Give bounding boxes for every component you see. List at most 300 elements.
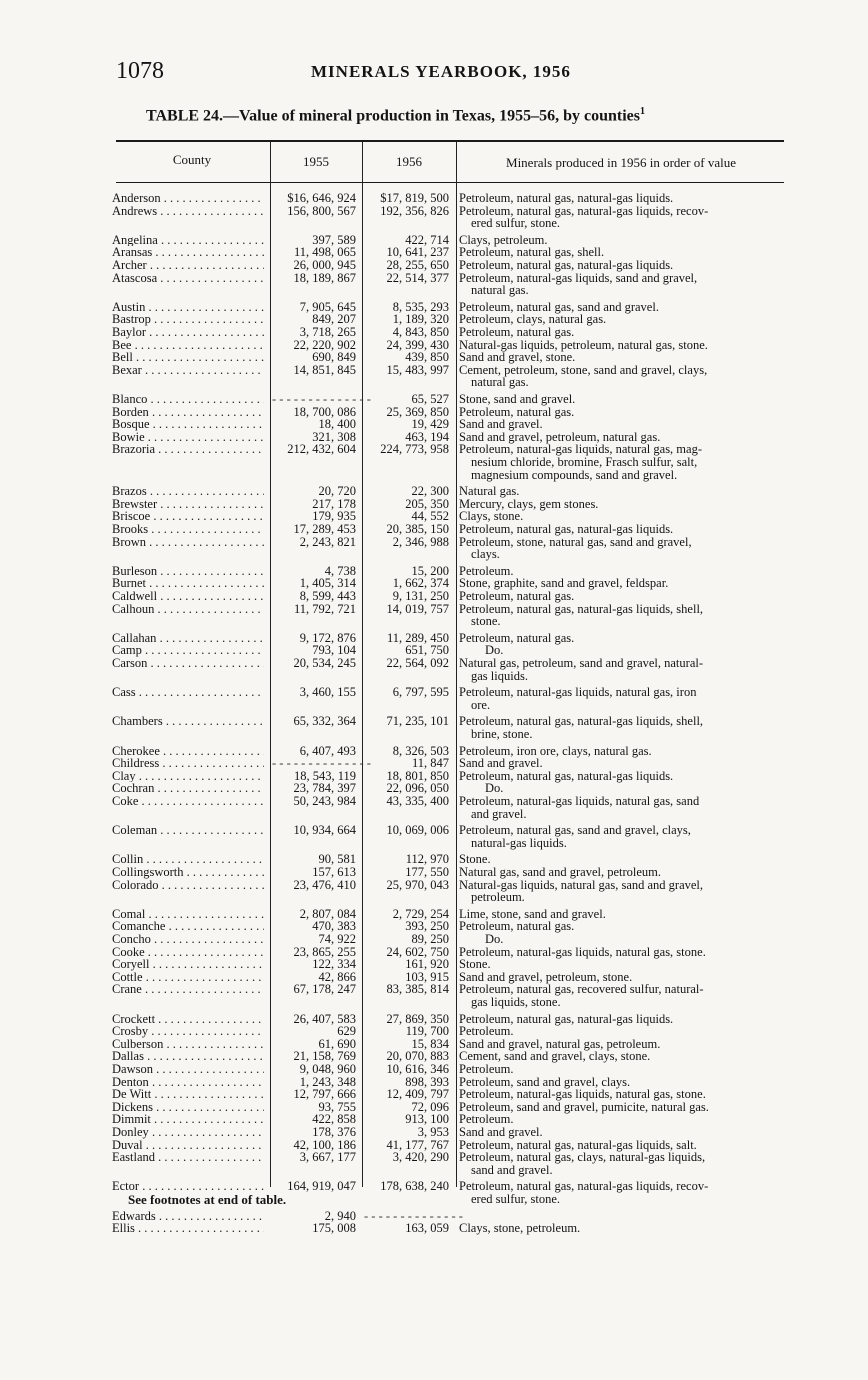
minerals-line: Petroleum, natural gas, natural-gas liquids. (459, 191, 674, 205)
county-name: Crane . . . (112, 983, 264, 996)
county-name: Bee . . . (112, 339, 264, 352)
minerals-continuation-line: ered sulfur, stone. (471, 216, 561, 231)
minerals-line: Petroleum, natural gas. (459, 325, 575, 339)
county-name: Bexar . . . (112, 364, 264, 377)
minerals-produced (459, 632, 787, 645)
value-1955: - - - - - - - - - - - - - - (272, 392, 371, 406)
header-minerals: Minerals produced in 1956 in order of value (506, 155, 736, 170)
minerals-line: Petroleum, natural gas. (459, 630, 575, 645)
minerals-produced (459, 715, 787, 740)
table-row (0, 795, 868, 820)
minerals-produced (459, 205, 787, 230)
header-bottom-rule (116, 182, 784, 183)
minerals-continuation-line: brine, stone. (471, 726, 533, 741)
county-name: Edwards . . . (112, 1210, 264, 1223)
value-1955: 11, 498, 065 (293, 245, 356, 260)
county-name: Dickens . . . (112, 1101, 264, 1114)
county-name: Eastland . . . (112, 1151, 264, 1164)
value-1956: 3, 420, 290 (392, 1150, 449, 1165)
minerals-produced (459, 657, 787, 682)
table-row (0, 1151, 868, 1176)
minerals-produced (459, 590, 787, 603)
county-name: Bowie . . . (112, 431, 264, 444)
value-1955: 9, 172, 876 (299, 630, 356, 645)
minerals-line: Mercury, clays, gem stones. (459, 496, 599, 511)
county-name: Coke . . . (112, 795, 264, 808)
minerals-line: Petroleum, natural gas, clays, natural-gas liquids, (459, 1150, 706, 1165)
minerals-produced (459, 393, 787, 406)
value-1955: 14, 851, 845 (293, 362, 356, 377)
minerals-continuation-line: ered sulfur, stone. (471, 1191, 561, 1206)
value-1955: 793, 104 (312, 643, 356, 658)
value-1955: 7, 905, 645 (299, 299, 356, 314)
county-name: Dawson . . . (112, 1063, 264, 1076)
county-name: Callahan . . . (112, 632, 264, 645)
value-1955: 164, 919, 047 (287, 1179, 356, 1194)
county-name: Cooke . . . (112, 946, 264, 959)
value-1956: 651, 750 (405, 643, 449, 658)
minerals-line: Sand and gravel, natural gas, petroleum. (459, 1036, 661, 1051)
minerals-line: Petroleum, natural gas, sand and gravel, clays, (459, 823, 691, 838)
value-1955: 1, 243, 348 (299, 1074, 356, 1089)
minerals-line: Petroleum, natural gas. (459, 404, 575, 419)
value-1955: 212, 432, 604 (287, 442, 356, 457)
value-1956: 177, 550 (405, 865, 449, 879)
value-1955: 2, 940 (324, 1208, 356, 1223)
value-1955: 3, 718, 265 (299, 325, 356, 339)
minerals-continuation-line: gas liquids, stone. (471, 994, 561, 1009)
value-1955: 18, 543, 119 (293, 768, 356, 783)
minerals-produced (459, 326, 787, 339)
value-1955: 6, 407, 493 (299, 743, 356, 758)
county-name: Archer . . . (112, 259, 264, 272)
table-row (0, 1126, 868, 1139)
county-name: Ellis . . . (112, 1222, 264, 1235)
value-1956: 439, 850 (405, 350, 449, 365)
value-1955: 17, 289, 453 (293, 522, 356, 536)
minerals-line: Petroleum, stone, natural gas, sand and gravel, (459, 534, 692, 549)
value-1956: 12, 409, 797 (386, 1087, 449, 1102)
value-1956: 112, 970 (405, 852, 449, 867)
minerals-continuation-line: natural gas. (471, 375, 529, 390)
county-name: Baylor . . . (112, 326, 264, 339)
table-row (0, 326, 868, 339)
table-row (0, 590, 868, 603)
minerals-line: Petroleum, sand and gravel, pumicite, natural gas. (459, 1099, 709, 1114)
value-1956: 11, 289, 450 (386, 630, 449, 645)
minerals-produced (459, 920, 787, 933)
minerals-line: Petroleum, natural gas, sand and gravel. (459, 299, 659, 314)
county-name: Childress . . . (112, 757, 264, 770)
county-name: Ector . . . (112, 1180, 264, 1193)
county-name: Comal . . . (112, 908, 264, 921)
minerals-produced (459, 603, 787, 628)
table-row (0, 1025, 868, 1038)
minerals-line: Stone. (459, 957, 491, 972)
value-1955: 65, 332, 364 (293, 714, 356, 729)
minerals-line: Clays, stone. (459, 509, 524, 524)
county-name: Brown . . . (112, 536, 264, 549)
county-name: Burleson . . . (112, 565, 264, 578)
table-row (0, 715, 868, 740)
value-1956: 8, 535, 293 (392, 299, 449, 314)
minerals-line: Sand and gravel. (459, 756, 543, 771)
county-name: Angelina . . . (112, 234, 264, 247)
value-1956: 192, 356, 826 (380, 203, 449, 218)
value-1956: 20, 385, 150 (386, 522, 449, 536)
minerals-line: Cement, petroleum, stone, sand and gravel, clays, (459, 362, 708, 377)
table-row (0, 393, 868, 406)
table-row (0, 418, 868, 431)
county-name: Aransas . . . (112, 246, 264, 259)
value-1955: 11, 792, 721 (293, 601, 356, 616)
county-name: Brazoria . . . (112, 443, 264, 456)
table-row (0, 686, 868, 711)
value-1955: 93, 755 (318, 1099, 356, 1114)
value-1955: 2, 243, 821 (299, 534, 356, 549)
table-title (146, 106, 645, 125)
value-1955: 22, 220, 902 (293, 337, 356, 352)
value-1955: $16, 646, 924 (287, 191, 356, 205)
value-1956: 28, 255, 650 (386, 258, 449, 272)
value-1955: 179, 935 (312, 509, 356, 524)
table-row (0, 958, 868, 971)
running-head: MINERALS YEARBOOK, 1956 (311, 62, 571, 81)
minerals-produced (459, 523, 787, 536)
minerals-line: Natural gas, petroleum, sand and gravel, natural- (459, 656, 704, 670)
table-title-text: TABLE 24.—Value of mineral production in Texas, 1955–56, by counties (146, 107, 640, 125)
value-1956: 913, 100 (405, 1112, 449, 1127)
value-1956: 71, 235, 101 (386, 714, 449, 729)
value-1956: 18, 801, 850 (386, 768, 449, 783)
table-top-rule (116, 140, 784, 142)
header-county: County (172, 152, 212, 167)
table-row (0, 259, 868, 272)
county-name: Cochran . . . (112, 782, 264, 795)
table-row (0, 657, 868, 682)
county-name: Atascosa . . . (112, 272, 264, 285)
minerals-produced (459, 1126, 787, 1139)
minerals-line: Sand and gravel, petroleum, natural gas. (459, 429, 661, 444)
minerals-line: Petroleum, natural gas. (459, 919, 575, 934)
value-1955: 8, 599, 443 (299, 589, 356, 603)
minerals-continuation-line: ore. (471, 697, 491, 712)
minerals-line: Petroleum, natural gas, recovered sulfur, natural- (459, 982, 704, 997)
county-name: Bastrop . . . (112, 313, 264, 326)
value-1955: 23, 865, 255 (293, 944, 356, 959)
minerals-line: Natural-gas liquids, petroleum, natural gas, stone. (459, 337, 708, 352)
value-1955: 23, 784, 397 (293, 781, 356, 796)
value-1956: 2, 729, 254 (392, 906, 449, 921)
minerals-line: Petroleum, natural gas, natural-gas liquids. (459, 1011, 674, 1026)
value-1956: 25, 369, 850 (386, 404, 449, 419)
minerals-produced (459, 192, 787, 205)
value-1955: 9, 048, 960 (299, 1062, 356, 1076)
county-name: Brooks . . . (112, 523, 264, 536)
value-1956: 119, 700 (405, 1024, 449, 1039)
header-1955: 1955 (303, 154, 329, 169)
value-1956: 22, 564, 092 (386, 656, 449, 670)
value-1956: 41, 177, 767 (386, 1137, 449, 1152)
table-row (0, 1222, 868, 1235)
county-name: Crosby . . . (112, 1025, 264, 1038)
minerals-line: Stone, sand and gravel. (459, 392, 576, 406)
value-1955: 122, 334 (312, 957, 356, 972)
table-row (0, 536, 868, 561)
value-1956: 15, 483, 997 (386, 362, 449, 377)
value-1955: 422, 858 (312, 1112, 356, 1127)
table-row (0, 523, 868, 536)
value-1956: 422, 714 (405, 232, 449, 247)
minerals-line: Sand and gravel, petroleum, stone. (459, 969, 633, 984)
minerals-line: Sand and gravel. (459, 1125, 543, 1139)
county-name: Colorado . . . (112, 879, 264, 892)
value-1955: 74, 922 (318, 932, 356, 946)
value-1956: 24, 602, 750 (386, 944, 449, 959)
county-name: Blanco . . . (112, 393, 264, 406)
table-row (0, 879, 868, 904)
table-row (0, 933, 868, 946)
value-1955: 157, 613 (312, 865, 356, 879)
county-name: Brazos . . . (112, 485, 264, 498)
page-number: 1078 (116, 58, 164, 84)
footnote-reference: See footnotes at end of table. (128, 1192, 287, 1207)
table-row (0, 485, 868, 498)
value-1956: 3, 953 (417, 1125, 449, 1139)
minerals-produced (459, 443, 787, 481)
value-1955: 156, 800, 567 (287, 203, 356, 218)
value-1955: 321, 308 (312, 429, 356, 444)
minerals-continuation-line: magnesium compounds, sand and gravel. (471, 467, 678, 482)
value-1956: 1, 189, 320 (392, 312, 449, 327)
minerals-produced (459, 485, 787, 498)
minerals-produced (459, 364, 787, 389)
minerals-line: Petroleum, natural-gas liquids, natural gas, mag- (459, 442, 702, 457)
value-1956: 43, 335, 400 (386, 794, 449, 808)
value-1956: 15, 200 (411, 563, 449, 578)
county-name: Brewster . . . (112, 498, 264, 511)
minerals-continuation-line: and gravel. (471, 806, 527, 821)
table-row (0, 1088, 868, 1101)
county-name: Cottle . . . (112, 971, 264, 984)
minerals-line: Natural gas. (459, 484, 520, 499)
minerals-produced (459, 1025, 787, 1038)
value-1955: 12, 797, 666 (293, 1087, 356, 1102)
minerals-produced (459, 1063, 787, 1076)
minerals-produced (459, 1088, 787, 1101)
header-1956: 1956 (396, 154, 422, 169)
value-1956: 22, 300 (411, 484, 449, 499)
value-1956: 19, 429 (411, 417, 449, 432)
minerals-line: Natural gas, sand and gravel, petroleum. (459, 865, 662, 879)
minerals-continuation-line: natural-gas liquids. (471, 835, 567, 850)
minerals-produced (459, 272, 787, 297)
minerals-line: Sand and gravel, stone. (459, 350, 576, 365)
value-1955: 849, 207 (312, 312, 356, 327)
minerals-continuation-line: sand and gravel. (471, 1162, 553, 1177)
minerals-line: Petroleum, clays, natural gas. (459, 312, 607, 327)
county-name: Briscoe . . . (112, 510, 264, 523)
minerals-line: Petroleum, natural-gas liquids, sand and gravel, (459, 270, 698, 285)
value-1956: 83, 385, 814 (386, 982, 449, 997)
county-name: Bell . . . (112, 351, 264, 364)
minerals-line: Do. (485, 781, 504, 796)
value-1956: 161, 920 (405, 957, 449, 972)
value-1956: 11, 847 (411, 756, 449, 771)
value-1955: 1, 405, 314 (299, 576, 356, 591)
minerals-line: Stone. (459, 852, 491, 867)
value-1956: 178, 638, 240 (380, 1179, 449, 1194)
table-row (0, 192, 868, 205)
value-1956: 22, 096, 050 (386, 781, 449, 796)
minerals-line: Clays, stone, petroleum. (459, 1221, 581, 1236)
minerals-continuation-line: gas liquids. (471, 668, 528, 683)
minerals-continuation-line: stone. (471, 614, 501, 629)
minerals-produced (459, 259, 787, 272)
county-name: Denton . . . (112, 1076, 264, 1089)
minerals-line: Petroleum. (459, 1024, 514, 1039)
value-1955: 690, 849 (312, 350, 356, 365)
county-name: Culberson . . . (112, 1038, 264, 1051)
value-1956: 205, 350 (405, 496, 449, 511)
minerals-line: Do. (485, 932, 504, 946)
county-name: Collingsworth . . . (112, 866, 264, 879)
minerals-line: Petroleum, natural-gas liquids, natural gas, stone. (459, 944, 706, 959)
county-name: Anderson . . . (112, 192, 264, 205)
value-1956: 463, 194 (405, 429, 449, 444)
value-1956: 10, 616, 346 (386, 1062, 449, 1076)
minerals-produced (459, 418, 787, 431)
county-name: De Witt . . . (112, 1088, 264, 1101)
minerals-continuation-line: petroleum. (471, 890, 525, 905)
minerals-produced (459, 1151, 787, 1176)
minerals-line: Petroleum, natural-gas liquids, natural gas, sand (459, 794, 700, 808)
minerals-line: Petroleum. (459, 563, 514, 578)
value-1956: 89, 250 (411, 932, 449, 946)
value-1955: 3, 667, 177 (299, 1150, 356, 1165)
minerals-produced (459, 770, 787, 783)
minerals-produced (459, 536, 787, 561)
value-1955: 67, 178, 247 (293, 982, 356, 997)
value-1955: 178, 376 (312, 1125, 356, 1139)
county-name: Clay . . . (112, 770, 264, 783)
county-name: Andrews . . . (112, 205, 264, 218)
county-name: Coleman . . . (112, 824, 264, 837)
minerals-produced (459, 351, 787, 364)
minerals-line: Petroleum, natural-gas liquids, natural gas, stone. (459, 1087, 706, 1102)
minerals-line: Petroleum, natural gas, natural-gas liquids, salt. (459, 1137, 697, 1152)
value-1955: - - - - - - - - - - - - - - (272, 756, 371, 771)
value-1956: 163, 059 (405, 1221, 449, 1236)
minerals-line: Petroleum, natural gas, natural-gas liquids, recov- (459, 203, 709, 218)
minerals-produced (459, 946, 787, 959)
minerals-continuation-line: nesium chloride, bromine, Frasch sulfur, salt, (471, 454, 698, 469)
county-name: Dimmit . . . (112, 1113, 264, 1126)
value-1955: 90, 581 (318, 852, 356, 867)
value-1956: 44, 552 (411, 509, 449, 524)
minerals-produced (459, 795, 787, 820)
value-1956: 20, 070, 883 (386, 1049, 449, 1064)
county-name: Collin . . . (112, 853, 264, 866)
minerals-continuation-line: natural gas. (471, 283, 529, 298)
value-1956: 10, 641, 237 (386, 245, 449, 260)
county-name: Coryell . . . (112, 958, 264, 971)
minerals-line: Petroleum, natural-gas liquids, natural gas, iron (459, 685, 697, 700)
minerals-line: Stone, graphite, sand and gravel, feldspar. (459, 576, 669, 591)
value-1956: 898, 393 (405, 1074, 449, 1089)
minerals-produced (459, 686, 787, 711)
minerals-line: Petroleum. (459, 1062, 514, 1076)
value-1955: 629 (337, 1024, 356, 1039)
value-1956: 224, 773, 958 (380, 442, 449, 457)
value-1955: 217, 178 (312, 496, 356, 511)
table-row (0, 603, 868, 628)
county-name: Burnet . . . (112, 577, 264, 590)
value-1955: 18, 400 (318, 417, 356, 432)
minerals-line: Petroleum, natural gas, natural-gas liquids. (459, 258, 674, 272)
table-row (0, 866, 868, 879)
county-name: Cass . . . (112, 686, 264, 699)
county-name: Calhoun . . . (112, 603, 264, 616)
value-1955: 18, 700, 086 (293, 404, 356, 419)
county-name: Cherokee . . . (112, 745, 264, 758)
minerals-line: Petroleum, iron ore, clays, natural gas. (459, 743, 652, 758)
minerals-line: Sand and gravel. (459, 417, 543, 432)
table-row (0, 272, 868, 297)
minerals-produced (459, 866, 787, 879)
value-1956: 8, 326, 503 (392, 743, 449, 758)
value-1956: 2, 346, 988 (392, 534, 449, 549)
minerals-line: Do. (485, 643, 504, 658)
minerals-produced (459, 958, 787, 971)
value-1956: 25, 970, 043 (386, 877, 449, 892)
table-row (0, 983, 868, 1008)
county-name: Austin . . . (112, 301, 264, 314)
value-1955: 20, 720 (318, 484, 356, 499)
value-1956: 72, 096 (411, 1099, 449, 1114)
table-row (0, 824, 868, 849)
value-1955: 2, 807, 084 (299, 906, 356, 921)
minerals-line: Petroleum, natural gas, natural-gas liquids. (459, 768, 674, 783)
minerals-produced (459, 757, 787, 770)
value-1956: 15, 834 (411, 1036, 449, 1051)
value-1956: - - - - - - - - - - - - - - (364, 1208, 463, 1223)
minerals-line: Petroleum, natural gas. (459, 589, 575, 603)
value-1955: 397, 589 (312, 232, 356, 247)
minerals-produced (459, 824, 787, 849)
value-1956: 1, 662, 374 (392, 576, 449, 591)
minerals-line: Petroleum, natural gas, natural-gas liquids, shell, (459, 601, 704, 616)
value-1956: 393, 250 (405, 919, 449, 934)
county-name: Duval . . . (112, 1139, 264, 1152)
minerals-produced (459, 933, 787, 946)
value-1956: 14, 019, 757 (386, 601, 449, 616)
value-1955: 42, 866 (318, 969, 356, 984)
minerals-line: Petroleum, natural gas, natural-gas liquids, recov- (459, 1179, 709, 1194)
value-1955: 42, 100, 186 (293, 1137, 356, 1152)
value-1955: 3, 460, 155 (299, 685, 356, 700)
value-1955: 4, 738 (324, 563, 356, 578)
value-1956: 22, 514, 377 (386, 270, 449, 285)
county-name: Camp . . . (112, 644, 264, 657)
value-1955: 20, 534, 245 (293, 656, 356, 670)
value-1955: 21, 158, 769 (293, 1049, 356, 1064)
value-1955: 26, 407, 583 (293, 1011, 356, 1026)
table-row (0, 1063, 868, 1076)
table-title-footnote-mark: 1 (640, 106, 645, 117)
minerals-produced (459, 1180, 787, 1205)
value-1956: 27, 869, 350 (386, 1011, 449, 1026)
